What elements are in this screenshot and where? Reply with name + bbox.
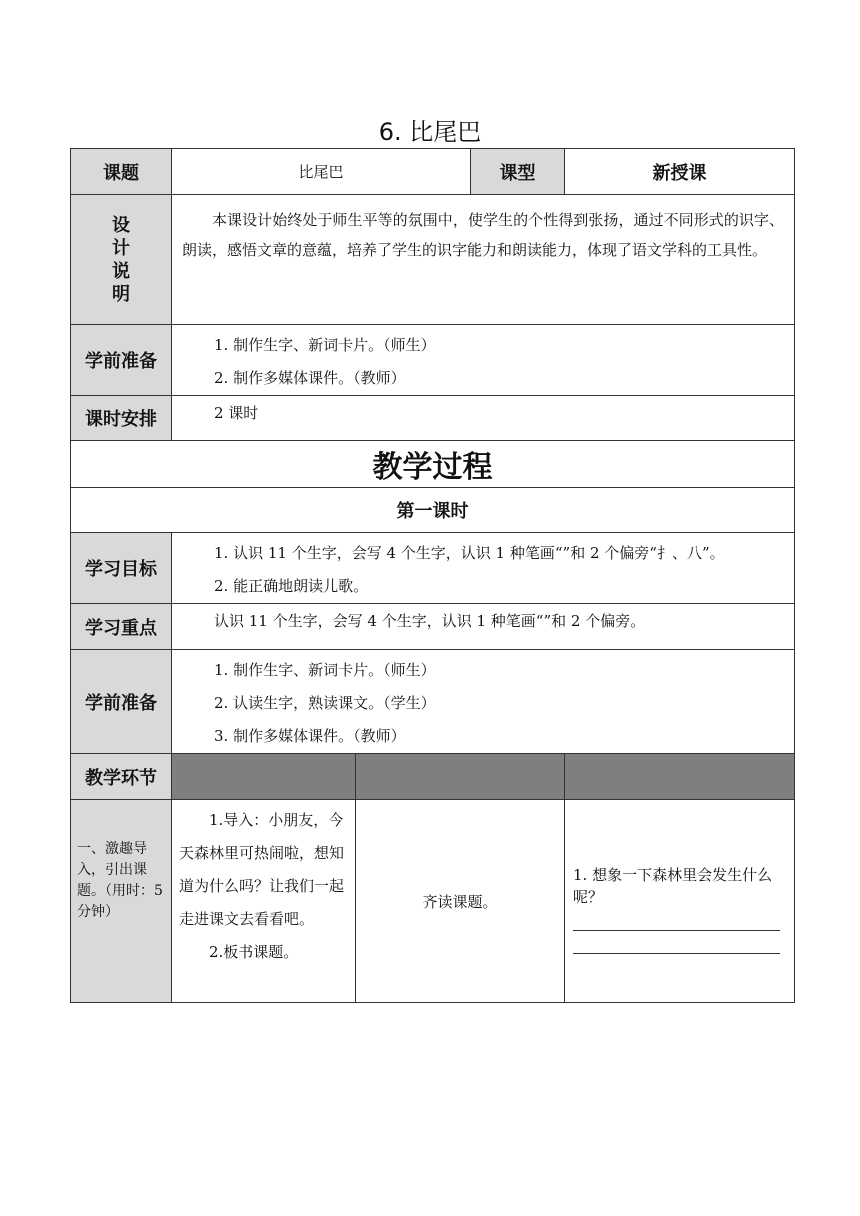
goal-item: 1. 认识 11 个生字，会写 4 个生字，认识 1 种笔画“”和 2 个偏旁“扌、八”。 bbox=[214, 544, 725, 562]
prep-label: 学前准备 bbox=[71, 325, 172, 396]
schedule-row bbox=[71, 396, 795, 441]
design-label-char: 计 bbox=[112, 237, 130, 259]
goals-list bbox=[172, 533, 795, 604]
steps-header-design bbox=[565, 754, 795, 800]
prep2-list bbox=[172, 650, 795, 754]
step1-teacher-line: 1.导入：小朋友，今天森林里可热闹啦，想知道为什么吗？让我们一起走进课文去看看吧。 bbox=[179, 811, 345, 928]
design-text: 本课设计始终处于师生平等的氛围中，使学生的个性得到张扬，通过不同形式的识字、朗读，感悟文章的意蕴，培养了学生的识字能力和朗读能力，体现了语文学科的工具性。 bbox=[182, 211, 785, 259]
prep2-item: 2. 认读生字，熟读课文。（学生） bbox=[214, 694, 436, 712]
prep2-item: 1. 制作生字、新词卡片。（师生） bbox=[214, 661, 436, 679]
design-label-char: 明 bbox=[112, 283, 130, 305]
prep-row bbox=[71, 325, 795, 396]
step1-design bbox=[565, 800, 795, 1003]
focus-row bbox=[71, 604, 795, 650]
lesson-plan-table bbox=[70, 148, 795, 1003]
page-title: 6. 比尾巴 bbox=[378, 118, 482, 146]
steps-header-student bbox=[356, 754, 565, 800]
design-label-char: 说 bbox=[112, 260, 130, 282]
design-text-cell bbox=[172, 195, 795, 325]
schedule-label: 课时安排 bbox=[71, 396, 172, 441]
answer-line bbox=[573, 908, 780, 931]
process-title: 教学过程 bbox=[71, 441, 795, 488]
focus-value: 认识 11 个生字，会写 4 个生字，认识 1 种笔画“”和 2 个偏旁。 bbox=[214, 612, 646, 630]
prep-item: 2. 制作多媒体课件。（教师） bbox=[214, 369, 406, 387]
prep2-item: 3. 制作多媒体课件。（教师） bbox=[214, 727, 406, 745]
step1-teacher-line: 2.板书课题。 bbox=[209, 943, 299, 961]
topic-label: 课题 bbox=[71, 149, 172, 195]
answer-line bbox=[573, 931, 780, 954]
goals-row bbox=[71, 533, 795, 604]
design-label-char: 设 bbox=[112, 214, 130, 236]
period-title: 第一课时 bbox=[71, 488, 795, 533]
schedule-value: 2 课时 bbox=[214, 404, 259, 422]
design-row bbox=[71, 195, 795, 325]
type-value: 新授课 bbox=[565, 149, 795, 195]
steps-label: 教学环节 bbox=[71, 754, 172, 800]
step1-row bbox=[71, 800, 795, 1003]
goal-item: 2. 能正确地朗读儿歌。 bbox=[214, 577, 369, 595]
focus-cell bbox=[172, 604, 795, 650]
step1-stage: 一、激趣导入，引出课题。（用时：5分钟） bbox=[71, 800, 172, 1003]
steps-header-teacher bbox=[172, 754, 356, 800]
type-label: 课型 bbox=[471, 149, 565, 195]
step1-teacher bbox=[172, 800, 356, 1003]
schedule-cell bbox=[172, 396, 795, 441]
prep-list bbox=[172, 325, 795, 396]
period-row bbox=[71, 488, 795, 533]
step1-design-text: 1. 想象一下森林里会发生什么呢？ bbox=[573, 866, 773, 906]
design-label bbox=[71, 195, 172, 325]
step1-student: 齐读课题。 bbox=[356, 800, 565, 1003]
steps-header-row bbox=[71, 754, 795, 800]
process-row bbox=[71, 441, 795, 488]
topic-value: 比尾巴 bbox=[172, 149, 471, 195]
prep2-label: 学前准备 bbox=[71, 650, 172, 754]
focus-label: 学习重点 bbox=[71, 604, 172, 650]
prep2-row bbox=[71, 650, 795, 754]
goals-label: 学习目标 bbox=[71, 533, 172, 604]
topic-row bbox=[71, 149, 795, 195]
prep-item: 1. 制作生字、新词卡片。（师生） bbox=[214, 336, 436, 354]
